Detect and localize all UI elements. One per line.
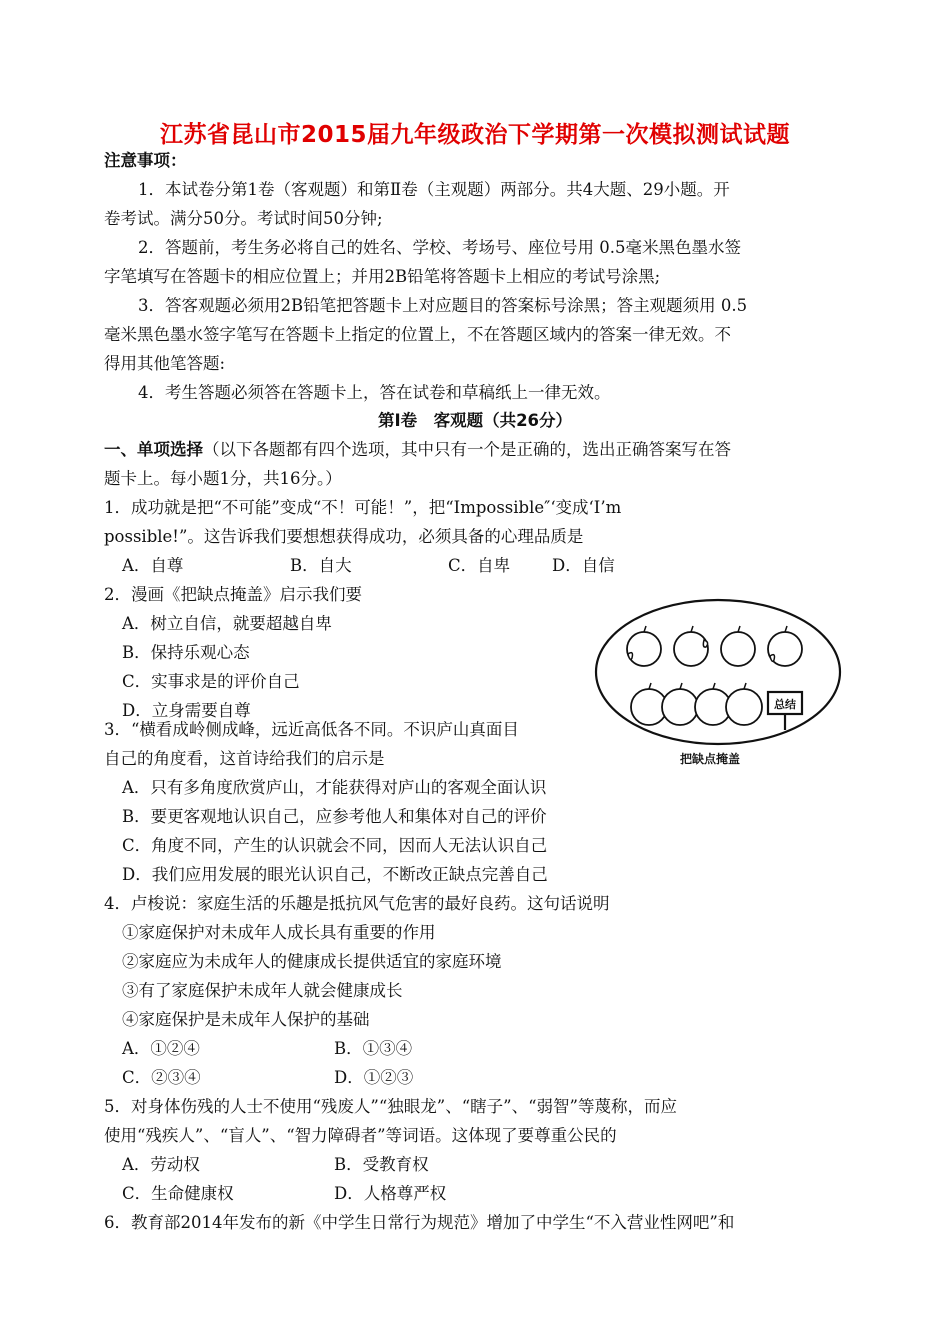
option-d: D．自信 bbox=[552, 556, 615, 575]
option-c: C．生命健康权 bbox=[122, 1184, 234, 1203]
option-d: D．我们应用发展的眼光认识自己，不断改正缺点完善自己 bbox=[122, 865, 548, 884]
option-a: A．只有多角度欣赏庐山，才能获得对庐山的客观全面认识 bbox=[122, 778, 547, 797]
notice-line: 4．考生答题必须答在答题卡上，答在试卷和草稿纸上一律无效。 bbox=[138, 383, 611, 402]
cartoon-sign-text: 总结 bbox=[774, 698, 796, 711]
option-c: C．角度不同，产生的认识就会不同，因而人无法认识自己 bbox=[122, 836, 548, 855]
option-b: B．①③④ bbox=[334, 1039, 413, 1058]
notice-line: 毫米黑色墨水签字笔写在答题卡上指定的位置上，不在答题区域内的答案一律无效。不 bbox=[104, 325, 731, 344]
part-heading: 一、单项选择 bbox=[104, 440, 203, 459]
cartoon-caption: 把缺点掩盖 bbox=[680, 752, 741, 766]
cartoon-hide-shortcomings bbox=[592, 596, 844, 774]
option-b: B．保持乐观心态 bbox=[122, 643, 250, 662]
option-d: D．人格尊严权 bbox=[334, 1184, 447, 1203]
notice-heading: 注意事项： bbox=[104, 151, 187, 170]
question-2-stem: 2．漫画《把缺点掩盖》启示我们要 bbox=[104, 585, 362, 604]
option-d: D．立身需要自尊 bbox=[122, 701, 251, 720]
option-a: A．劳动权 bbox=[122, 1155, 200, 1174]
option-a: A．①②④ bbox=[122, 1039, 200, 1058]
part-desc: （以下各题都有四个选项，其中只有一个是正确的，选出正确答案写在答 bbox=[203, 440, 731, 459]
statement-4: ④家庭保护是未成年人保护的基础 bbox=[122, 1010, 370, 1029]
statement-1: ①家庭保护对未成年人成长具有重要的作用 bbox=[122, 923, 436, 942]
option-a: A．自尊 bbox=[122, 556, 184, 575]
notice-line: 卷考试。满分50分。考试时间50分钟; bbox=[104, 209, 383, 228]
question-5-stem: 使用“残疾人”、“盲人”、“智力障碍者”等词语。这体现了要尊重公民的 bbox=[104, 1126, 617, 1145]
option-a: A．树立自信，就要超越自卑 bbox=[122, 614, 332, 633]
option-d: D．①②③ bbox=[334, 1068, 414, 1087]
notice-line: 2．答题前，考生务必将自己的姓名、学校、考场号、座位号用 0.5毫米黑色墨水签 bbox=[138, 238, 741, 257]
notice-line: 3．答客观题必须用2B铅笔把答题卡上对应题目的答案标号涂黑；答主观题须用 0.5 bbox=[138, 296, 748, 315]
option-b: B．受教育权 bbox=[334, 1155, 429, 1174]
notice-line: 1．本试卷分第1卷（客观题）和第Ⅱ卷（主观题）两部分。共4大题、29小题。开 bbox=[138, 180, 730, 199]
question-3-stem: 自己的角度看，这首诗给我们的启示是 bbox=[104, 749, 385, 768]
option-c: C．自卑 bbox=[448, 556, 511, 575]
notice-line: 得用其他笔答题: bbox=[104, 354, 226, 373]
part-desc-line: 题卡上。每小题1分，共16分。） bbox=[104, 469, 342, 488]
question-1-stem: 1．成功就是把“不可能”变成“不！可能！”，把“Impossible″‘变成‘I’m bbox=[104, 498, 622, 517]
statement-2: ②家庭应为未成年人的健康成长提供适宜的家庭环境 bbox=[122, 952, 502, 971]
question-5-stem: 5．对身体伤残的人士不使用“残废人”“独眼龙”、“瞎子”、“弱智”等蔑称，而应 bbox=[104, 1097, 677, 1116]
question-3-stem: 3．“横看成岭侧成峰，远近高低各不同。不识庐山真面目 bbox=[104, 720, 519, 739]
notice-line: 字笔填写在答题卡的相应位置上；并用2B铅笔将答题卡上相应的考试号涂黑; bbox=[104, 267, 661, 286]
page-title: 江苏省昆山市2015届九年级政治下学期第一次模拟测试试题 bbox=[159, 122, 790, 148]
option-b: B．要更客观地认识自己，应参考他人和集体对自己的评价 bbox=[122, 807, 547, 826]
statement-3: ③有了家庭保护未成年人就会健康成长 bbox=[122, 981, 403, 1000]
section-title: 第Ⅰ卷 客观题（共26分） bbox=[377, 411, 573, 430]
question-4-stem: 4．卢梭说：家庭生活的乐趣是抵抗风气危害的最好良药。这句话说明 bbox=[104, 894, 610, 913]
option-b: B．自大 bbox=[290, 556, 352, 575]
option-c: C．实事求是的评价自己 bbox=[122, 672, 300, 691]
option-c: C．②③④ bbox=[122, 1068, 201, 1087]
question-1-stem: possible!”。这告诉我们要想想获得成功，必须具备的心理品质是 bbox=[104, 527, 584, 546]
part-description bbox=[104, 439, 731, 461]
question-6-stem: 6．教育部2014年发布的新《中学生日常行为规范》增加了中学生“不入营业性网吧”和 bbox=[104, 1213, 735, 1232]
